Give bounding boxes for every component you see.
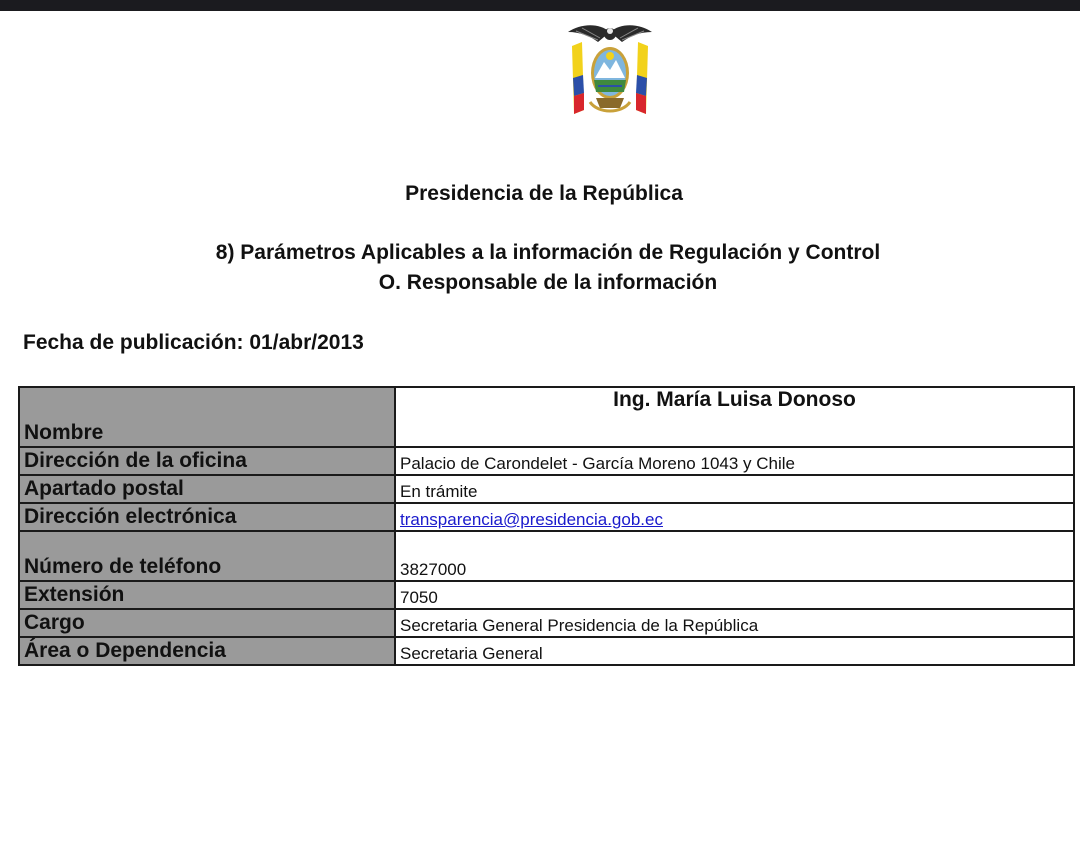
coat-of-arms-icon xyxy=(562,18,658,118)
table-row xyxy=(19,475,1074,503)
document-subtitle: O. Responsable de la información xyxy=(378,271,718,294)
row-label: Apartado postal xyxy=(19,475,395,503)
department: Secretaria General xyxy=(395,637,1074,665)
table-row xyxy=(19,531,1074,581)
table-row xyxy=(19,447,1074,475)
responsible-info-table xyxy=(18,386,1075,666)
organization-title: Presidencia de la República xyxy=(405,182,683,205)
email-link[interactable]: transparencia@presidencia.gob.ec xyxy=(400,510,663,529)
top-bar xyxy=(0,0,1080,11)
row-label: Extensión xyxy=(19,581,395,609)
document-title: 8) Parámetros Aplicables a la información de Regulación y Control xyxy=(215,241,881,264)
extension: 7050 xyxy=(395,581,1074,609)
row-label: Dirección de la oficina xyxy=(19,447,395,475)
table-row xyxy=(19,609,1074,637)
responsible-name: Ing. María Luisa Donoso xyxy=(395,387,1074,447)
email-cell xyxy=(395,503,1074,531)
row-label: Cargo xyxy=(19,609,395,637)
row-label: Dirección electrónica xyxy=(19,503,395,531)
publication-date: Fecha de publicación: 01/abr/2013 xyxy=(23,331,364,354)
office-address: Palacio de Carondelet - García Moreno 1043 y Chile xyxy=(395,447,1074,475)
row-label: Número de teléfono xyxy=(19,531,395,581)
postal-box: En trámite xyxy=(395,475,1074,503)
row-label: Área o Dependencia xyxy=(19,637,395,665)
position: Secretaria General Presidencia de la República xyxy=(395,609,1074,637)
row-label: Nombre xyxy=(19,387,395,447)
table-row xyxy=(19,637,1074,665)
table-row xyxy=(19,503,1074,531)
phone-number: 3827000 xyxy=(395,531,1074,581)
table-row xyxy=(19,387,1074,447)
table-row xyxy=(19,581,1074,609)
